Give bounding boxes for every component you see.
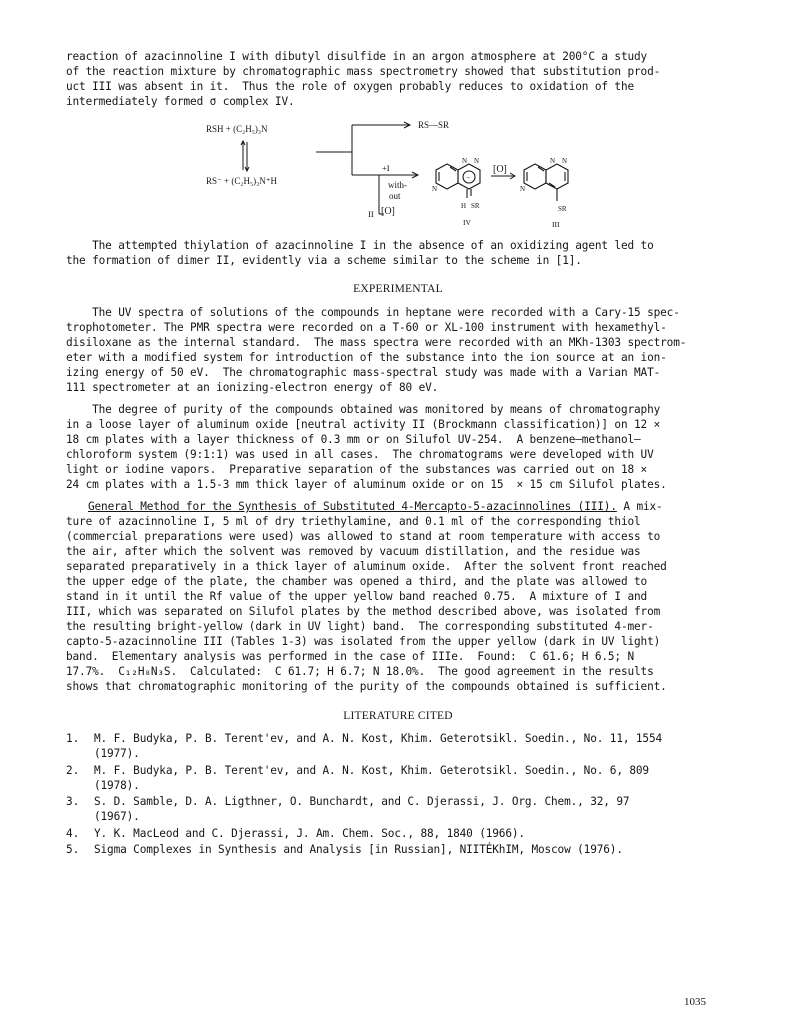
text-line: intermediately formed σ complex IV. bbox=[66, 95, 295, 108]
scheme-ii-label: II bbox=[368, 209, 374, 219]
text-line: of the reaction mixture by chromatographic mass spectrometry showed that substitution prod- bbox=[66, 65, 661, 78]
text-line: III, which was separated on Silufol plates by the method described above, was isolated from bbox=[66, 605, 661, 618]
reference-text: (1978). bbox=[94, 779, 140, 792]
reference-text: S. D. Samble, D. A. Ligthner, O. Bunchardt, and C. Djerassi, J. Org. Chem., 32, 97 bbox=[94, 795, 630, 808]
reference-text: (1977). bbox=[94, 747, 140, 760]
reference-number: 1. bbox=[66, 732, 80, 745]
reference-number: 3. bbox=[66, 795, 80, 808]
product-iii bbox=[524, 164, 568, 201]
text-line: the upper edge of the plate, the chamber was opened a third, and the plate was allowed to bbox=[66, 575, 648, 588]
scheme-sr-label: SR bbox=[471, 202, 480, 210]
general-method-title: General Method for the Synthesis of Substituted 4-Mercapto-5-azacinnolines (III). bbox=[88, 500, 617, 513]
scheme-n-label: N bbox=[474, 157, 480, 165]
text-line: 18 cm plates with a layer thickness of 0.3 mm or on Silufol UV-254. A benzene—methanol— bbox=[66, 433, 641, 446]
text-line: 111 spectrometer at an ionizing-electron energy of 80 eV. bbox=[66, 381, 439, 394]
text-line: light or iodine vapors. Preparative separation of the substances was carried out on 18 × bbox=[66, 463, 648, 476]
scheme-rs-anion-label: RS⁻ + (C₂H₅)₃N⁺H bbox=[206, 176, 277, 186]
scheme-rsh-label: RSH + (C₂H₅)₃N bbox=[206, 124, 268, 134]
text-line: (commercial preparations were used) was allowed to stand at room temperature with access to bbox=[66, 530, 661, 543]
scheme-n-label: N bbox=[562, 157, 568, 165]
scheme-plus-i-label: +I bbox=[382, 163, 390, 173]
scheme-o-label: [O] bbox=[381, 206, 395, 217]
experimental-heading: EXPERIMENTAL bbox=[353, 283, 443, 295]
scheme-rs-sr-label: RS—SR bbox=[418, 120, 450, 130]
scheme-minus-sign: − bbox=[466, 173, 471, 182]
text-line: 17.7%. C₁₂H₈N₃S. Calculated: C 61.7; H 6.7; N 18.0%. The good agreement in the results bbox=[66, 665, 654, 678]
reference-text: Sigma Complexes in Synthesis and Analysis [in Russian], NIITÉKhIM, Moscow (1976). bbox=[94, 843, 623, 856]
text-line: in a loose layer of aluminum oxide [neutral activity II (Brockmann classification)] on 12 × bbox=[66, 418, 661, 431]
scheme-n-label: N bbox=[432, 185, 438, 193]
scheme-h-label: H bbox=[461, 202, 467, 210]
scheme-sr-label: SR bbox=[558, 205, 567, 213]
text-line: ture of azacinnoline I, 5 ml of dry triethylamine, and 0.1 ml of the corresponding thiol bbox=[66, 515, 641, 528]
text-line: separated preparatively in a thick layer of aluminum oxide. After the solvent front reached bbox=[66, 560, 667, 573]
scheme-without-label: with- bbox=[388, 180, 407, 190]
text-line: the air, after which the solvent was removed by vacuum distillation, and the residue was bbox=[66, 545, 641, 558]
text-line: capto-5-azacinnoline III (Tables 1-3) was isolated from the upper yellow (dark in UV light) bbox=[66, 635, 661, 648]
reference-text: M. F. Budyka, P. B. Terent'ev, and A. N. Kost, Khim. Geterotsikl. Soedin., No. 11, 1554 bbox=[94, 732, 663, 745]
text-line: reaction of azacinnoline I with dibutyl disulfide in an argon atmosphere at 200°C a study bbox=[66, 50, 648, 63]
text-line: disiloxane as the internal standard. The mass spectra were recorded with an MKh-1303 spectrom- bbox=[66, 336, 687, 349]
text-line: uct III was absent in it. Thus the role of oxygen probably reduces to oxidation of the bbox=[66, 80, 635, 93]
reference-text: Y. K. MacLeod and C. Djerassi, J. Am. Chem. Soc., 88, 1840 (1966). bbox=[94, 827, 525, 840]
text-line: the resulting bright-yellow (dark in UV light) band. The corresponding substituted 4-mer- bbox=[66, 620, 654, 633]
reference-text: M. F. Budyka, P. B. Terent'ev, and A. N. Kost, Khim. Geterotsikl. Soedin., No. 6, 809 bbox=[94, 764, 649, 777]
text-line: 24 cm plates with a 1.5-3 mm thick layer of aluminum oxide or on 15 × 15 cm Silufol plates. bbox=[66, 478, 667, 491]
text-line: trophotometer. The PMR spectra were recorded on a T-60 or XL-100 instrument with hexamethyl- bbox=[66, 321, 667, 334]
reference-number: 4. bbox=[66, 827, 80, 840]
sigma-complex-iv bbox=[436, 164, 480, 198]
scheme-n-label: N bbox=[462, 157, 468, 165]
text-line: The attempted thiylation of azacinnoline I in the absence of an oxidizing agent led to bbox=[66, 239, 654, 252]
scheme-iv-label: IV bbox=[463, 218, 471, 227]
text-line: eter with a modified system for introduction of the substance into the ion source at an ion- bbox=[66, 351, 667, 364]
page-number: 1035 bbox=[684, 996, 706, 1008]
text-line: band. Elementary analysis was performed in the case of IIIe. Found: C 61.6; H 6.5; N bbox=[66, 650, 635, 663]
text-line: stand in it until the Rf value of the upper yellow band reached 0.75. A mixture of I and bbox=[66, 590, 648, 603]
scheme-oxidation-label: [O] bbox=[493, 164, 507, 175]
scheme-iii-label: III bbox=[552, 220, 560, 229]
text-line: izing energy of 50 eV. The chromatographic mass-spectral study was made with a Varian MAT- bbox=[66, 366, 661, 379]
scheme-n-label: N bbox=[550, 157, 556, 165]
text-line: chloroform system (9:1:1) was used in all cases. The chromatograms were developed with UV bbox=[66, 448, 654, 461]
scheme-branch-lines bbox=[316, 122, 418, 214]
reference-number: 5. bbox=[66, 843, 80, 856]
reference-text: (1967). bbox=[94, 810, 140, 823]
reaction-scheme bbox=[0, 110, 796, 235]
text-line: shows that chromatographic monitoring of the purity of the compounds obtained is sufficient. bbox=[66, 680, 667, 693]
scheme-out-label: out bbox=[389, 191, 401, 201]
text-line: The degree of purity of the compounds obtained was monitored by means of chromatography bbox=[66, 403, 661, 416]
equilibrium-arrows bbox=[241, 141, 249, 171]
text-line: the formation of dimer II, evidently via a scheme similar to the scheme in [1]. bbox=[66, 254, 582, 267]
text-line: The UV spectra of solutions of the compounds in heptane were recorded with a Cary-15 spec- bbox=[66, 306, 680, 319]
scheme-n-label: N bbox=[520, 185, 526, 193]
general-method-first-tail: A mix- bbox=[616, 500, 663, 513]
text-line bbox=[66, 499, 663, 514]
literature-heading: LITERATURE CITED bbox=[343, 710, 453, 722]
reference-number: 2. bbox=[66, 764, 80, 777]
